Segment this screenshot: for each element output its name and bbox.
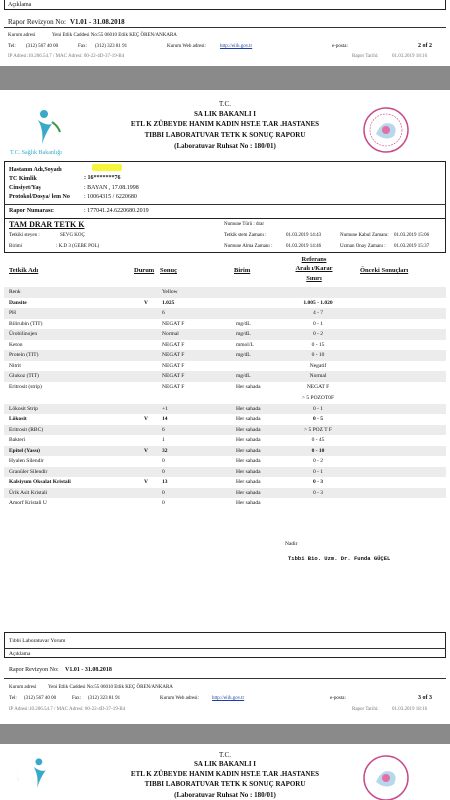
header-line1-3: SA LIK BAKANLI I — [193, 760, 257, 768]
aciklama-label-2: Açıklama — [9, 651, 31, 657]
table-row — [4, 361, 446, 372]
result-name: Granüler Silendir — [9, 468, 48, 475]
result-name: Lökosit Strip — [9, 405, 38, 412]
result-sonuc: 0 — [162, 458, 165, 464]
result-name: Keton — [9, 341, 23, 348]
result-sonuc: 1.025 — [162, 299, 175, 306]
rapor-no-value: : 177041.24.6220680.2019 — [84, 208, 149, 214]
result-name: Eritrosit (RBC) — [9, 426, 44, 433]
result-ref: 0 - 2 — [312, 331, 324, 337]
result-ref: 0 - 10 — [311, 352, 325, 358]
result-sonuc: +1 — [162, 405, 168, 412]
fax-label-2: Fax: — [72, 696, 81, 701]
result-sonuc: 1 — [162, 437, 165, 443]
result-name: Ürobilinojen — [9, 331, 38, 337]
fax-label: Fax: — [78, 44, 87, 49]
col-birim: Birim — [234, 267, 251, 274]
rapor-tarihi-value: 01.03.2019 18:16 — [392, 54, 428, 59]
col-onceki: Önceki Sonuçları — [360, 267, 409, 274]
result-name: Bilirubin (TIT) — [9, 320, 43, 327]
result-ref: 4 - 7 — [312, 310, 324, 316]
result-sonuc: Normal — [162, 331, 179, 337]
table-row — [4, 319, 446, 330]
header-line2-3: ETL K ZÜBEYDE HANIM KADIN HST.E T.AR .HASTANES — [130, 770, 320, 778]
result-ref: Negatif — [309, 362, 327, 369]
numune-turu: Numune Türü : drar — [224, 222, 265, 227]
result-durum: V — [144, 447, 148, 454]
istem-zamani-value: 01.03.2019 14:43 — [286, 233, 322, 238]
result-birim: Her sahada — [236, 489, 261, 496]
result-ref: > 5 POZ T F — [304, 426, 332, 433]
web-label: Kurum Web adresi: — [167, 44, 206, 49]
result-durum: V — [144, 299, 148, 306]
ip-address: IP Adresi:10.206.54.7 / MAC Adresi: 00-22-4D-37-19-B4 — [8, 54, 125, 59]
header-line1: SA LIK BAKANLI I — [193, 110, 257, 118]
result-birim: Her sahada — [236, 405, 261, 412]
tel-value: (312) 567 40 00 — [26, 44, 59, 49]
result-sonuc: NEGAT F — [162, 341, 185, 348]
col-durum: Durum — [134, 267, 155, 274]
kabul-value: 01.03.2019 15:06 — [394, 233, 430, 238]
result-ref: 0 - 1 — [312, 405, 324, 412]
table-row — [4, 308, 446, 319]
report-page — [0, 90, 450, 724]
table-row — [4, 382, 446, 404]
tel-value-2: (312) 567 40 00 — [24, 696, 57, 701]
table-row — [4, 329, 446, 340]
result-birim: Her sahada — [236, 426, 261, 433]
result-sonuc: 13 — [162, 479, 168, 485]
rapor-no-label: Rapor Numarası: — [9, 208, 55, 214]
istem-label: Tetkiki steyen : — [9, 233, 40, 238]
eposta-label-2: e-posta: — [330, 696, 346, 701]
result-ref: 1.005 - 1.020 — [303, 299, 333, 306]
result-name: Amorf Kristali U — [9, 500, 47, 506]
page-number-2: 3 of 3 — [418, 695, 432, 701]
kabul-label: Numune Kabul Zamanı: — [340, 233, 389, 238]
header-line3: TIBBI LABORATUVAR TETK K SONUÇ RAPORU — [144, 131, 306, 139]
table-row — [4, 371, 446, 382]
result-sonuc: Yellow — [162, 289, 178, 295]
table-row — [4, 435, 446, 446]
adres-value-2: Yeni Etlik Caddesi No:55 06010 Etlik KEÇ ÖREN/ANKARA — [48, 685, 173, 690]
signature: Tıbbi Bio. Uzm. Dr. Funda GÜÇEL — [288, 555, 391, 562]
table-row — [4, 340, 446, 351]
result-birim: Her sahada — [236, 447, 261, 454]
crescent-logo-icon — [8, 102, 78, 152]
table-row — [4, 446, 446, 457]
result-name: Ürik Asit Kristali — [9, 489, 48, 496]
rapor-revizyon-value-2: V1.01 - 31.08.2018 — [65, 667, 112, 673]
header-tc: T.C. — [219, 100, 231, 108]
result-birim: mg/dL — [236, 331, 251, 337]
result-sonuc: NEGAT F — [162, 320, 185, 327]
tc-label: TC Kimlik — [9, 176, 37, 182]
ministry-logo — [8, 102, 78, 160]
table-row — [4, 498, 446, 509]
next-page-header — [0, 744, 450, 800]
hospital-seal-icon — [362, 106, 410, 154]
previous-page-footer — [0, 0, 450, 66]
result-birim: Her sahada — [236, 383, 261, 390]
fax-value: (312) 323 81 91 — [95, 44, 128, 49]
result-name: Nitrit — [9, 362, 21, 369]
header-line2: ETL K ZÜBEYDE HANIM KADIN HST.E T.AR .HASTANES — [130, 120, 320, 128]
cinsiyet-label: Cinsiyet/Yaş — [9, 185, 41, 191]
col-tetkik-adi: Tetkik Adı — [9, 267, 39, 274]
test-title: TAM DRAR TETK K — [9, 220, 85, 229]
kurum-adresi-label: Kurum adresi — [8, 33, 36, 38]
alma-label: Numune Alma Zamanı : — [224, 244, 273, 249]
onay-label: Uzman Onay Zamanı : — [340, 244, 386, 249]
rapor-revizyon-label: Rapor Revizyon No: — [8, 18, 66, 26]
aciklama-label: Açıklama — [8, 2, 32, 8]
tc-value: : 16*******76 — [84, 175, 121, 181]
result-name: Eritrosit (strip) — [9, 383, 42, 390]
header-line4: (Laboratuvar Ruhsat No : 180/01) — [174, 142, 276, 150]
result-name: PH — [9, 310, 17, 316]
col-sonuc: Sonuç — [160, 267, 177, 274]
result-ref: 0 - 3 — [312, 489, 324, 496]
ministry-logo-3 — [8, 748, 68, 798]
result-birim: mmol/L — [236, 341, 254, 348]
result-name: Glukoz (TIT) — [9, 373, 39, 379]
result-birim: Her sahada — [236, 500, 261, 506]
result-birim: Her sahada — [236, 479, 261, 485]
result-birim: Her sahada — [236, 416, 261, 422]
result-sonuc: NEGAT F — [162, 352, 185, 358]
birim-value: : K.D 3 (GEBE POL) — [56, 244, 100, 249]
rapor-tarihi-label: Rapor Tarihi: — [352, 54, 379, 59]
onay-value: 01.03.2019 15:37 — [394, 244, 430, 249]
result-ref: NEGAT F — [306, 383, 330, 390]
protokol-label: Protokol/Dosya/ lem No — [9, 194, 70, 200]
table-row — [4, 477, 446, 488]
result-birim: Her sahada — [236, 468, 261, 475]
result-ref: 0 - 45 — [311, 437, 325, 443]
alma-value: 01.03.2019 14:46 — [286, 244, 322, 249]
adres-value: Yeni Etlik Caddesi No:55 06010 Etlik KEÇ ÖREN/ANKARA — [52, 33, 177, 38]
rapor-revizyon-label-2: Rapor Revizyon No: — [9, 667, 59, 673]
table-row — [4, 467, 446, 478]
yorum-box — [4, 632, 446, 658]
result-sonuc: 32 — [162, 447, 168, 454]
table-row — [4, 488, 446, 499]
rapor-tarihi-label-2: Rapor Tarihi: — [352, 707, 379, 712]
result-ref: Normal — [309, 373, 327, 379]
header-tc-3: T.C. — [219, 751, 231, 759]
result-sonuc: 6 — [162, 426, 165, 433]
table-row — [4, 350, 446, 361]
fax-value-2: (312) 323 81 91 — [88, 696, 121, 701]
cinsiyet-value: : BAYAN , 17.08.1998 — [84, 185, 139, 191]
table-row — [4, 425, 446, 436]
result-name: Epitel (Yassı) — [9, 447, 41, 454]
result-name: Hyalen Silendir — [9, 458, 44, 464]
result-sonuc: NEGAT F — [162, 362, 185, 369]
patient-info-box — [4, 161, 446, 219]
rapor-revizyon-value: V1.01 - 31.08.2018 — [70, 18, 125, 26]
protokol-value: : 10064315 / 6220680 — [84, 194, 137, 200]
redacted-name — [92, 164, 122, 171]
result-name: Protein (TIT) — [9, 352, 39, 358]
col-sinir: Sınırı — [306, 275, 322, 282]
web-label-2: Kurum Web adresi: — [160, 696, 199, 701]
logo-caption: T.C. Sağlık Bakanlığı — [10, 150, 62, 156]
hospital-seal-icon-3 — [362, 754, 410, 800]
result-durum: V — [144, 416, 148, 422]
rapor-tarihi-value-2: 01.03.2019 18:16 — [392, 707, 428, 712]
result-sonuc: NEGAT F — [162, 383, 185, 390]
birim-label: Birimi — [9, 244, 23, 249]
result-ref-extra: > 5 POZOT0F — [301, 394, 335, 401]
result-ref: 0 - 3 — [312, 479, 324, 485]
tel-label: Tel: — [8, 44, 16, 49]
result-sonuc: 0 — [162, 489, 165, 496]
result-name: Bakteri — [9, 437, 26, 443]
eposta-label: e-posta: — [332, 44, 348, 49]
result-ref: 0 - 15 — [311, 341, 325, 348]
result-ref: 0 - 2 — [312, 458, 324, 464]
istem-value: SEVG KOÇ — [60, 233, 85, 238]
result-birim: mg/dL — [236, 320, 251, 327]
result-sonuc: 14 — [162, 416, 168, 422]
aciklama-box — [4, 0, 446, 10]
patient-name-label: Hastanın Adı,Soyadı — [9, 167, 62, 173]
nadir-note: Nadir — [285, 541, 298, 547]
table-row — [4, 456, 446, 467]
result-durum: V — [144, 479, 148, 485]
result-birim: mg/dL — [236, 352, 251, 358]
result-birim: Her sahada — [236, 437, 261, 443]
col-referans: Referans — [301, 256, 327, 263]
hospital-logo — [362, 106, 410, 154]
result-birim: mg/dL — [236, 373, 251, 379]
web-link[interactable]: http://eiih.gov.tr — [220, 44, 253, 49]
yorum-label: Tıbbi Laboratuvar Yorum — [9, 638, 66, 644]
result-name: Renk — [9, 289, 21, 295]
table-row — [4, 414, 446, 425]
result-sonuc: 0 — [162, 500, 165, 506]
table-row — [4, 404, 446, 415]
result-ref: 0 - 1 — [312, 468, 324, 475]
kurum-adresi-label-2: Kurum adresi — [9, 685, 37, 690]
result-name: Lökosit — [9, 416, 27, 422]
page-number: 2 of 2 — [418, 43, 432, 49]
result-ref: 0 - 5 — [312, 416, 324, 422]
header-line3-3: TIBBI LABORATUVAR TETK K SONUÇ RAPORU — [144, 780, 306, 788]
result-birim: Her sahada — [236, 458, 261, 464]
result-sonuc: NEGAT F — [162, 373, 185, 379]
hospital-logo-3 — [362, 754, 410, 800]
result-sonuc: 0 — [162, 468, 165, 475]
web-link-2[interactable]: http://eiih.gov.tr — [212, 696, 245, 701]
result-name: Dansite — [9, 299, 27, 306]
istem-zamani-label: Tetkik stem Zamanı : — [224, 233, 267, 238]
result-name: Kalsiyum Oksalat Kristali — [9, 479, 71, 485]
crescent-logo-icon-3 — [8, 748, 68, 798]
ip-address-2: IP Adresi:10.206.54.7 / MAC Adresi: 00-22-4D-37-19-B4 — [9, 707, 126, 712]
table-row — [4, 287, 446, 298]
col-aralik: Aralı ı/Karar — [295, 265, 333, 272]
result-sonuc: 6 — [162, 310, 165, 316]
result-ref: 0 - 10 — [311, 447, 325, 454]
table-row — [4, 298, 446, 309]
header-line4-3: (Laboratuvar Ruhsat No : 180/01) — [174, 791, 276, 799]
tel-label-2: Tel: — [9, 696, 17, 701]
result-ref: 0 - 1 — [312, 320, 324, 327]
